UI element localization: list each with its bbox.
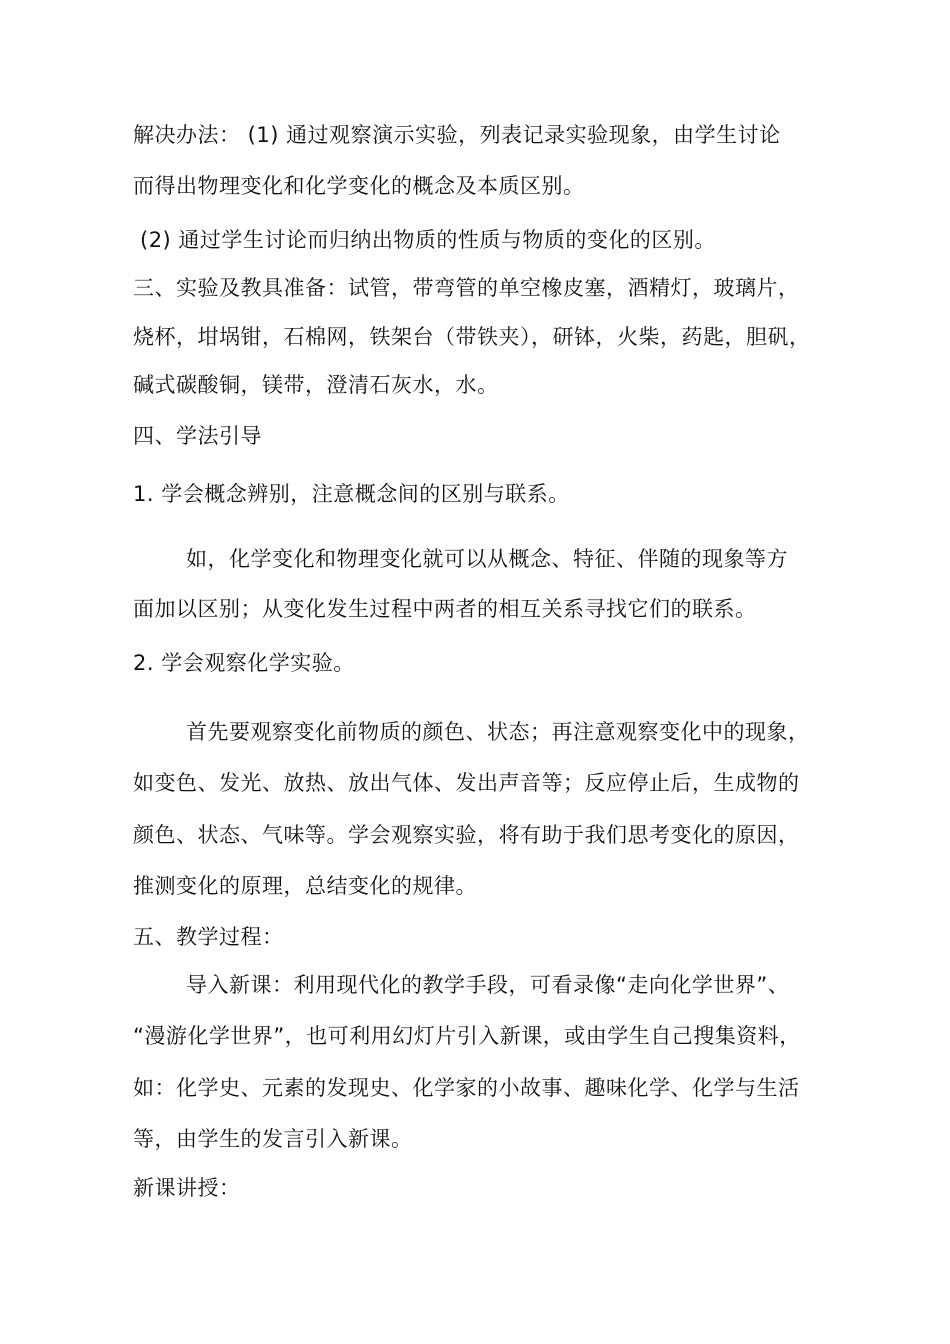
new-lesson-heading: 新课讲授： <box>133 1176 241 1200</box>
introduction-text-2: “漫游化学世界”，也可利用幻灯片引入新课，或由学生自己搜集资料， <box>133 1024 801 1048</box>
solution-method-line-2: 而得出物理变化和化学变化的概念及本质区别。 <box>133 174 585 198</box>
introduction-text-1: 导入新课：利用现代化的教学手段，可看录像“走向化学世界”、 <box>186 973 790 997</box>
study-method-item-1: 1. 学会概念辨别，注意概念间的区别与联系。 <box>133 482 570 506</box>
study-method-item-2-text-4: 推测变化的原理，总结变化的规律。 <box>133 874 477 898</box>
solution-method-line-1: 解决办法： (1) 通过观察演示实验，列表记录实验现象，由学生讨论 <box>133 123 781 147</box>
solution-method-item-2: (2) 通过学生讨论而归纳出物质的性质与物质的变化的区别。 <box>140 228 716 252</box>
section-3-heading: 三、实验及教具准备：试管，带弯管的单空橡皮塞，酒精灯，玻璃片， <box>133 276 800 300</box>
section-5-heading: 五、教学过程： <box>133 925 284 949</box>
introduction-text-4: 等，由学生的发言引入新课。 <box>133 1127 413 1151</box>
section-3-equipment-line-2: 烧杯，坩埚钳，石棉网，铁架台（带铁夹），研钵，火柴，药匙，胆矾， <box>133 325 811 349</box>
study-method-item-2: 2. 学会观察化学实验。 <box>133 651 355 675</box>
section-3-equipment-line-3: 碱式碳酸铜，镁带，澄清石灰水，水。 <box>133 373 499 397</box>
study-method-item-2-text-3: 颜色、状态、气味等。学会观察实验，将有助于我们思考变化的原因， <box>133 823 800 847</box>
introduction-text-3: 如：化学史、元素的发现史、化学家的小故事、趣味化学、化学与生活 <box>133 1076 800 1100</box>
study-method-item-1-text-2: 面加以区别；从变化发生过程中两者的相互关系寻找它们的联系。 <box>133 597 757 621</box>
study-method-item-2-text-2: 如变色、发光、放热、放出气体、发出声音等；反应停止后，生成物的 <box>133 771 800 795</box>
section-4-heading: 四、学法引导 <box>133 424 262 448</box>
study-method-item-2-text-1: 首先要观察变化前物质的颜色、状态；再注意观察变化中的现象， <box>186 720 810 744</box>
study-method-item-1-text-1: 如，化学变化和物理变化就可以从概念、特征、伴随的现象等方 <box>186 547 788 571</box>
